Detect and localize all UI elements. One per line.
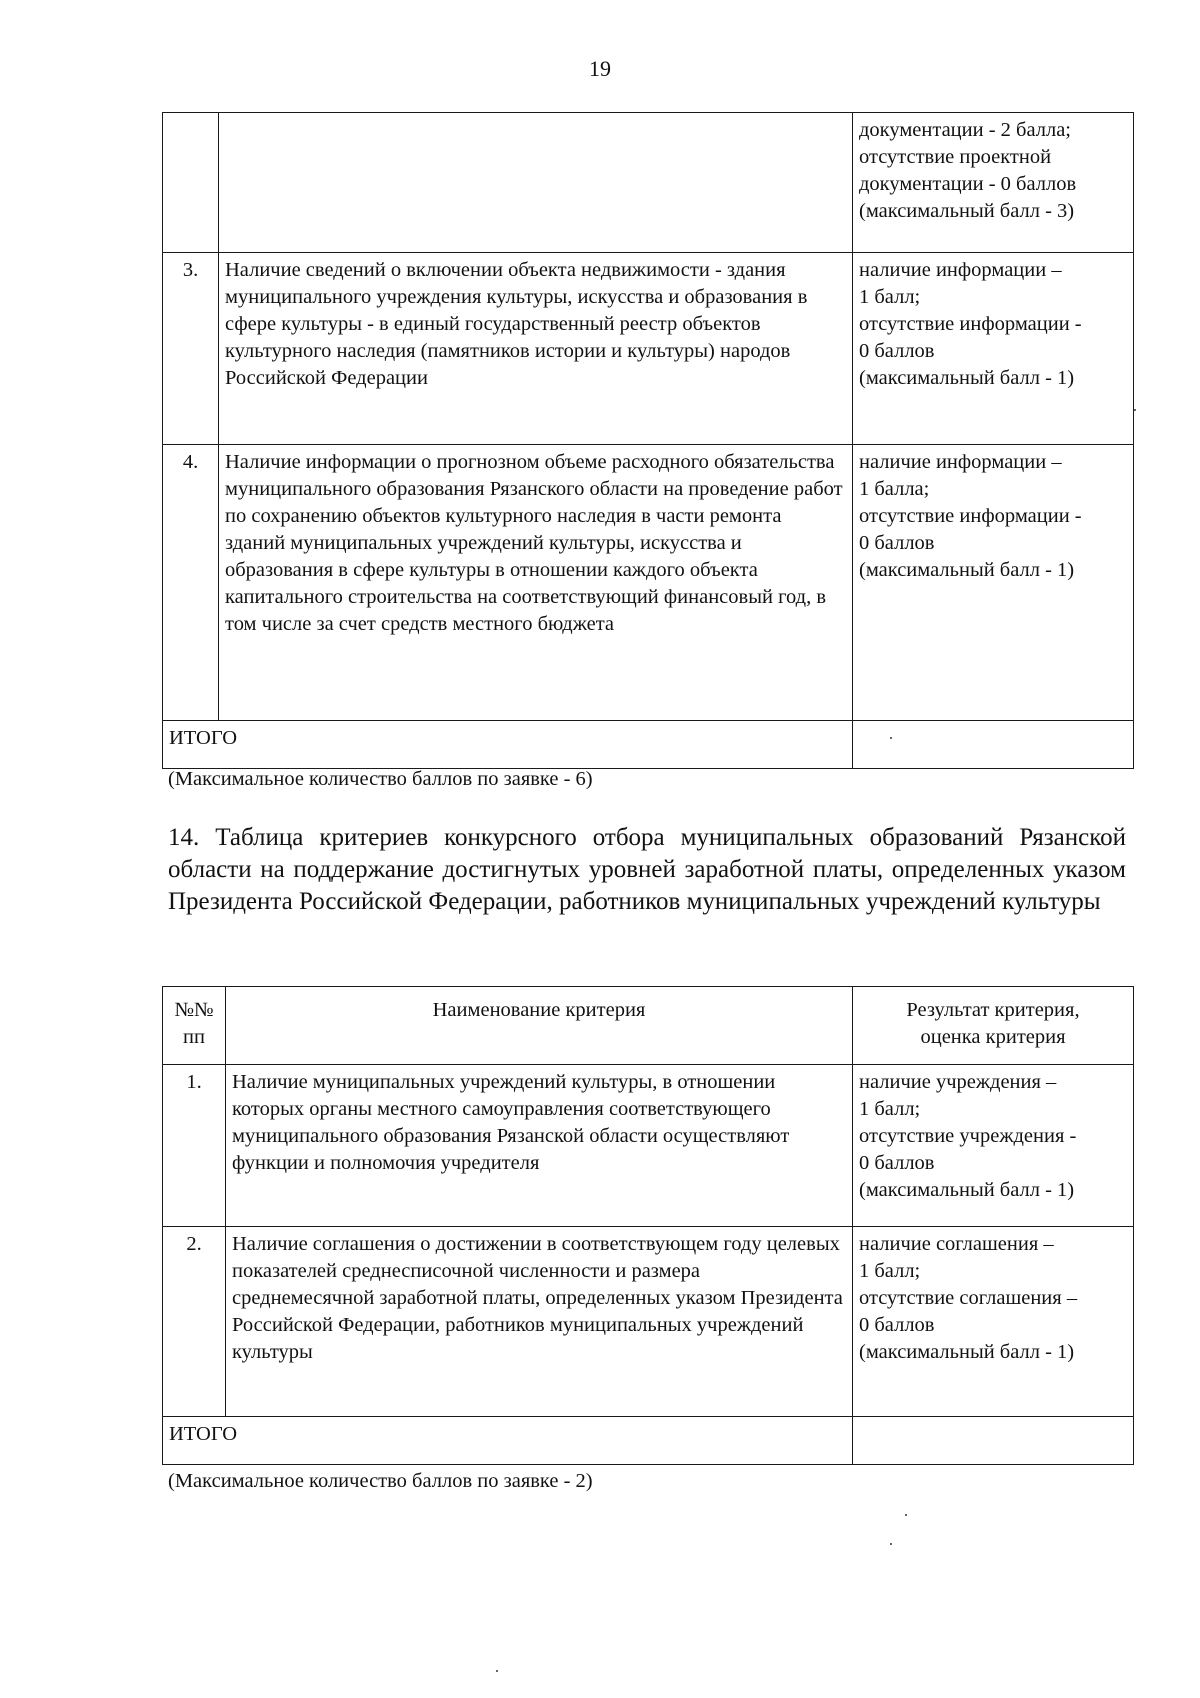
criteria-table-14	[162, 986, 1134, 1465]
row-number: 4.	[163, 445, 219, 721]
scan-speck	[905, 1514, 907, 1516]
total-value	[853, 1417, 1134, 1465]
table-row	[163, 253, 1134, 445]
table-row	[163, 113, 1134, 253]
total-label: ИТОГО	[163, 1417, 853, 1465]
max-points-note: (Максимальное количество баллов по заявке - 6)	[168, 768, 593, 790]
header-number: №№ пп	[163, 987, 226, 1065]
result-cell: наличие информации – 1 балла; отсутствие информации - 0 баллов (максимальный балл - 1)	[853, 445, 1134, 721]
total-label: ИТОГО	[163, 721, 853, 769]
scan-speck	[890, 737, 892, 739]
criterion-cell: Наличие информации о прогнозном объеме расходного обязательства муниципального образования Рязанского области на проведение работ по сохранению объектов культурного наследия в части ремонта зданий муниципальных учреждений культуры, искусства и образования в сфере культуры в отношении каждого объекта капитального строительства на соответствующий финансовый год, в том числе за счет средств местного бюджета	[219, 445, 853, 721]
result-cell: наличие информации – 1 балл; отсутствие информации - 0 баллов (максимальный балл - 1)	[853, 253, 1134, 445]
table-row	[163, 1227, 1134, 1417]
result-cell: наличие соглашения – 1 балл; отсутствие соглашения – 0 баллов (максимальный балл - 1)	[853, 1227, 1134, 1417]
section-14-heading: 14. Таблица критериев конкурсного отбора муниципальных образований Рязанской области на поддержание достигнутых уровней заработной платы, определенных указом Президента Российской Федерации, работников муниципальных учреждений культуры	[168, 824, 1126, 915]
criterion-cell: Наличие сведений о включении объекта недвижимости - здания муниципального учреждения культуры, искусства и образования в сфере культуры - в единый государственный реестр объектов культурного наследия (памятников истории и культуры) народов Российской Федерации	[219, 253, 853, 445]
criterion-cell: Наличие соглашения о достижении в соответствующем году целевых показателей среднесписочной численности и размера среднемесячной заработной платы, определенных указом Президента Российской Федерации, работников муниципальных учреждений культуры	[226, 1227, 853, 1417]
scan-speck	[1134, 409, 1136, 411]
result-cell: наличие учреждения – 1 балл; отсутствие учреждения - 0 баллов (максимальный балл - 1)	[853, 1065, 1134, 1227]
scan-speck	[890, 1543, 892, 1545]
table-row	[163, 1065, 1134, 1227]
table-total-row	[163, 721, 1134, 769]
table-header-row	[163, 987, 1134, 1065]
row-number: 2.	[163, 1227, 226, 1417]
table-total-row	[163, 1417, 1134, 1465]
total-value	[853, 721, 1134, 769]
row-number: 3.	[163, 253, 219, 445]
row-number	[163, 113, 219, 253]
criteria-table-continued	[162, 112, 1134, 769]
header-criterion: Наименование критерия	[226, 987, 853, 1065]
criterion-cell	[219, 113, 853, 253]
table-row	[163, 445, 1134, 721]
max-points-note: (Максимальное количество баллов по заявке - 2)	[168, 1470, 593, 1492]
result-cell: документации - 2 балла; отсутствие проектной документации - 0 баллов (максимальный балл - 3)	[853, 113, 1134, 253]
header-result: Результат критерия, оценка критерия	[853, 987, 1134, 1065]
page-number: 19	[589, 56, 611, 81]
scan-speck	[496, 1670, 498, 1672]
row-number: 1.	[163, 1065, 226, 1227]
criterion-cell: Наличие муниципальных учреждений культуры, в отношении которых органы местного самоуправления соответствующего муниципального образования Рязанской области осуществляют функции и полномочия учредителя	[226, 1065, 853, 1227]
